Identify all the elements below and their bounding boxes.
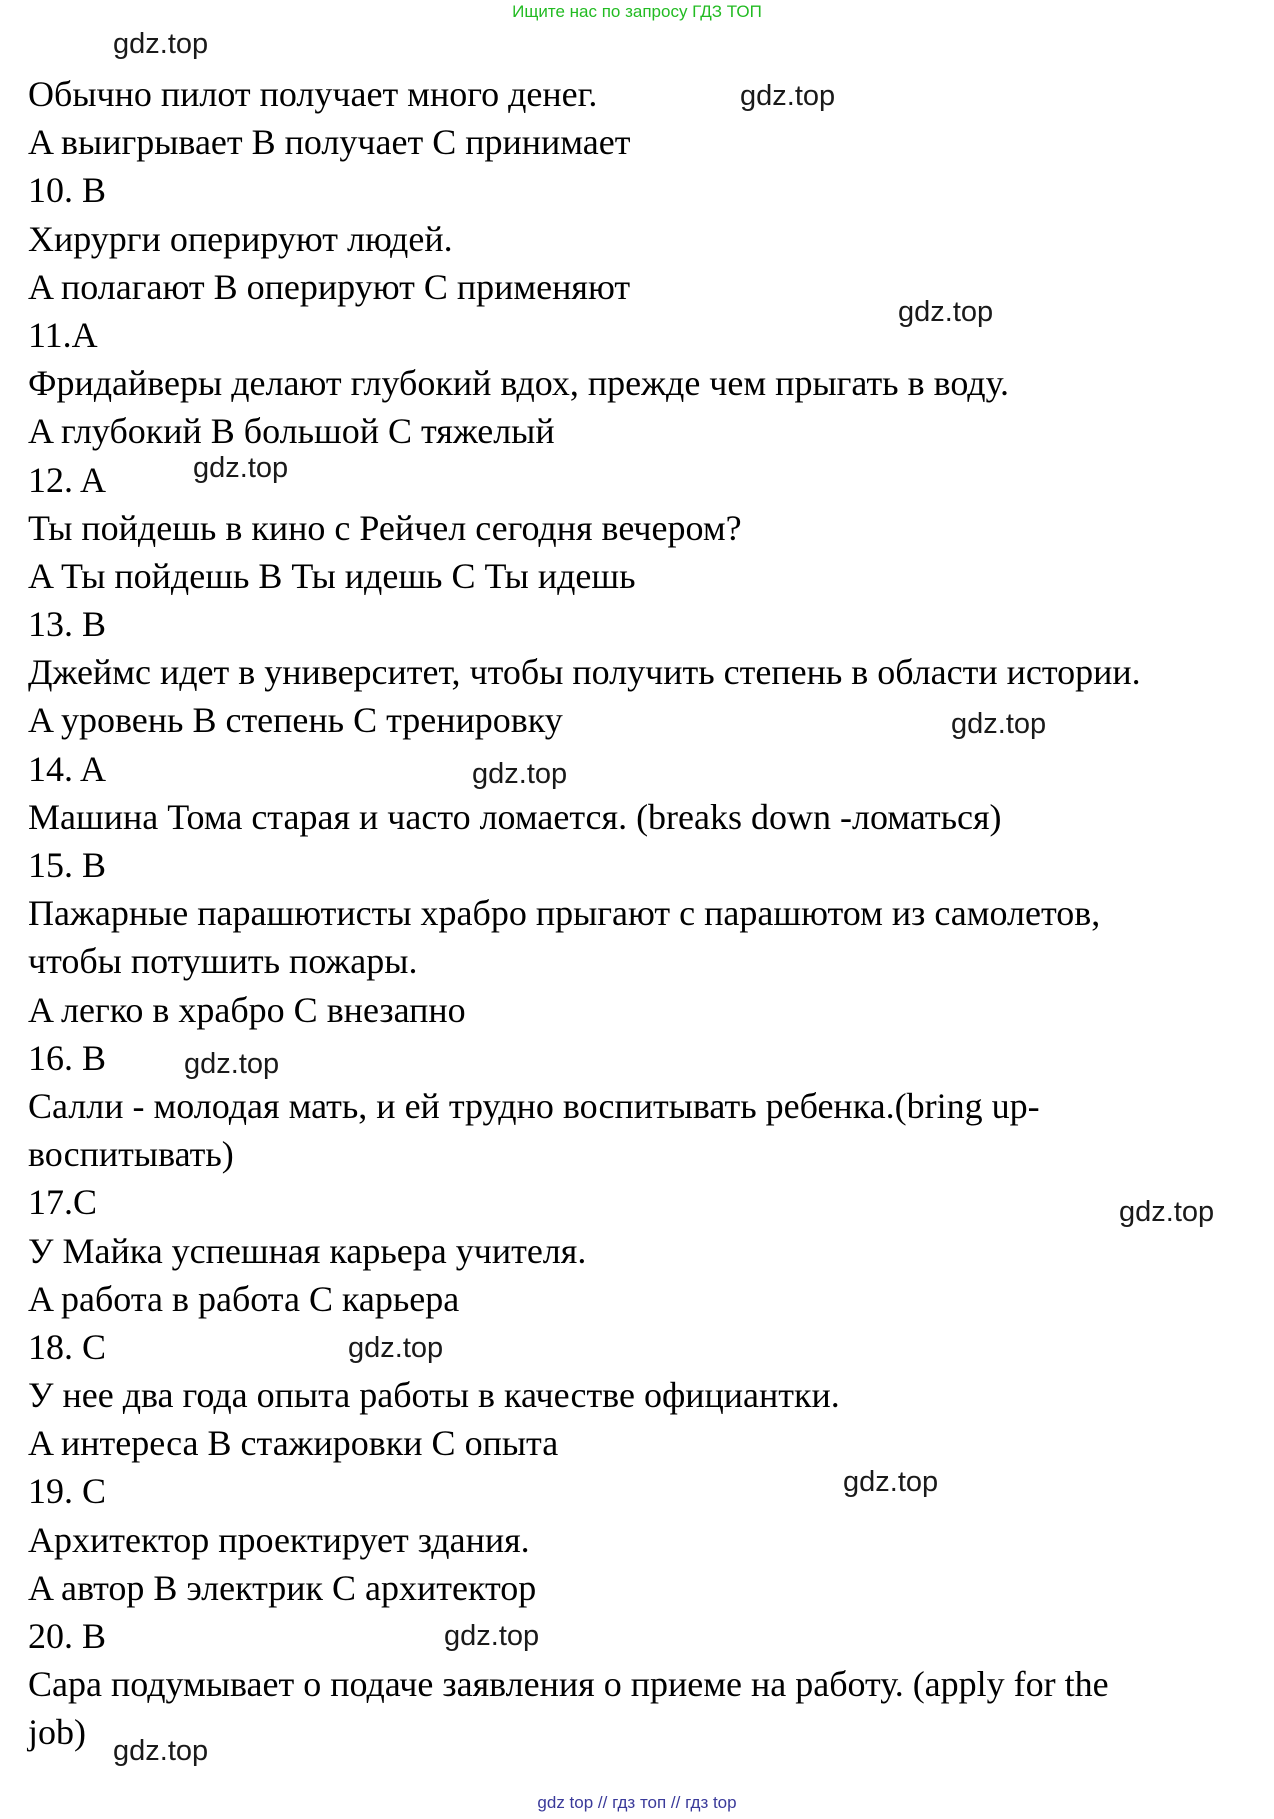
text-line: 12. A <box>28 459 107 500</box>
text-line: A автор B электрик C архитектор <box>28 1567 537 1608</box>
text-line: чтобы потушить пожары. <box>28 941 418 982</box>
text-line: 13. B <box>28 604 107 645</box>
text-line: A интереса B стажировки C опыта <box>28 1423 559 1464</box>
watermark: gdz.top <box>193 452 289 484</box>
text-line: 11.A <box>28 314 98 355</box>
text-line: 20. B <box>28 1616 107 1656</box>
text-line: Пажарные парашютисты храбро прыгают с парашютом из самолетов, <box>28 893 1101 934</box>
text-line: Хирурги оперируют людей. <box>28 218 453 259</box>
watermark: gdz.top <box>184 1048 280 1080</box>
text-line: A Ты пойдешь B Ты идешь C Ты идешь <box>28 555 636 596</box>
text-line: Ты пойдешь в кино с Рейчел сегодня вечером? <box>28 507 742 548</box>
text-line: 17.C <box>28 1182 98 1223</box>
text-line: Фридайверы делают глубокий вдох, прежде чем прыгать в воду. <box>28 363 1010 404</box>
text-line: У Майка успешная карьера учителя. <box>28 1230 587 1271</box>
text-line: A полагают B оперируют C применяют <box>28 266 631 307</box>
text-line: Сара подумывает о подаче заявления о приеме на работу. (apply for the <box>28 1664 1109 1705</box>
text-line: 16. B <box>28 1037 107 1078</box>
top-banner: Ищите нас по запросу ГДЗ ТОП <box>512 2 762 21</box>
text-line: A глубокий B большой C тяжелый <box>28 411 555 452</box>
text-line: Салли - молодая мать, и ей трудно воспитывать ребенка.(bring up- <box>28 1085 1040 1126</box>
text-line: 15. B <box>28 845 107 885</box>
watermark: gdz.top <box>472 758 568 790</box>
watermark: gdz.top <box>113 1735 209 1767</box>
watermark: gdz.top <box>951 708 1047 740</box>
text-line: Обычно пилот получает много денег. <box>28 74 598 114</box>
watermark: gdz.top <box>348 1332 444 1364</box>
text-line: job) <box>28 1712 86 1753</box>
watermark: gdz.top <box>843 1466 939 1498</box>
watermark: gdz.top <box>740 80 836 112</box>
text-line: A работа в работа C карьера <box>28 1278 460 1319</box>
text-line: Джеймс идет в университет, чтобы получить степень в области истории. <box>28 652 1141 693</box>
watermark: gdz.top <box>444 1620 540 1652</box>
footer-links: gdz top // гдз топ // гдз top <box>537 1793 737 1812</box>
document-body <box>28 70 1258 1757</box>
text-line: 14. A <box>28 748 107 789</box>
text-line: Архитектор проектирует здания. <box>28 1519 530 1560</box>
text-line: У нее два года опыта работы в качестве официантки. <box>28 1375 840 1416</box>
watermark: gdz.top <box>113 28 209 60</box>
text-line: A уровень B степень C тренировку <box>28 700 563 741</box>
text-line: Машина Тома старая и часто ломается. (breaks down -ломаться) <box>28 796 1002 837</box>
text-line: A легко в храбро C внезапно <box>28 989 466 1030</box>
text-line: A выигрывает B получает C принимает <box>28 122 631 163</box>
text-line: 10. B <box>28 170 107 211</box>
text-line: воспитывать) <box>28 1134 234 1175</box>
text-line: 19. C <box>28 1471 107 1512</box>
watermark: gdz.top <box>1119 1196 1215 1228</box>
watermark: gdz.top <box>898 296 994 328</box>
text-line: 18. C <box>28 1326 107 1367</box>
